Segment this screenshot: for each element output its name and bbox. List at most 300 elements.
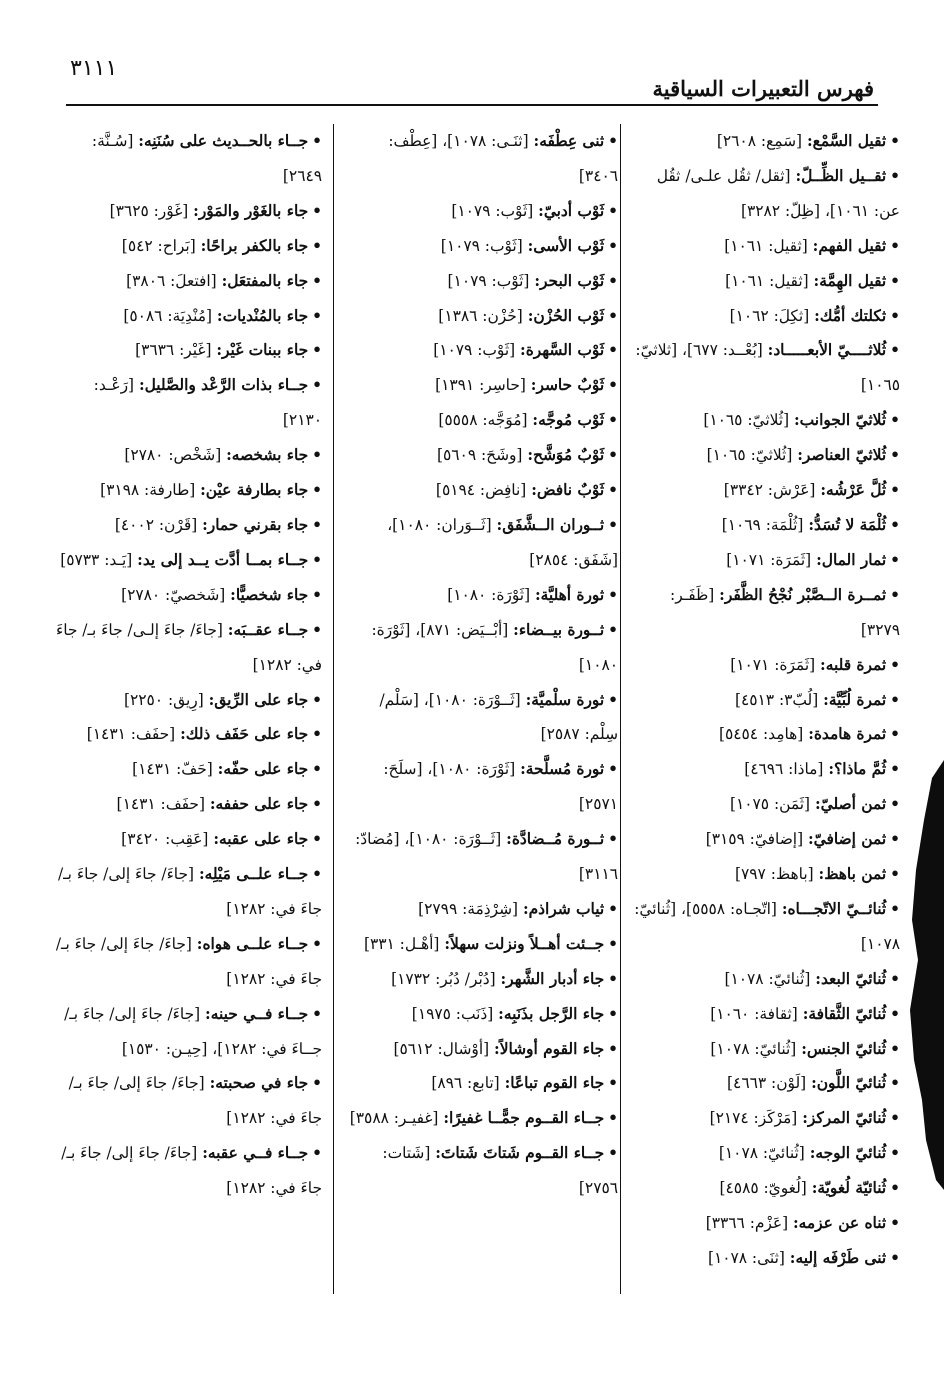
index-entry [52, 613, 322, 683]
entry-phrase: جاء أدبار الشَّهر: [500, 969, 605, 988]
entry-phrase: جاء بطارفة عيْن: [200, 481, 309, 500]
bullet-glyph: • [312, 1144, 322, 1163]
index-entry [52, 438, 322, 473]
bullet-glyph: • [890, 515, 900, 534]
index-entry [348, 683, 618, 753]
entry-reference: [طارفة: ٣١٩٨] [100, 481, 196, 500]
index-entry [52, 229, 322, 264]
entry-reference: [ثُلاثيّ: ١٠٦٥] [703, 411, 790, 430]
index-entry [348, 1101, 618, 1136]
index-entry [630, 1066, 900, 1101]
entry-phrase: ثُنائيّ المركز: [802, 1109, 887, 1128]
entry-reference: [ثُنائيّ: ١٠٧٨] [718, 1144, 805, 1163]
bullet-glyph: • [890, 1144, 900, 1163]
index-entry [630, 997, 900, 1032]
bullet-glyph: • [890, 1179, 900, 1198]
index-entry [630, 333, 900, 403]
index-entry [630, 438, 900, 473]
index-column-middle [348, 124, 618, 1206]
entry-phrase: ثُلَّ عَرْشُه: [820, 481, 887, 500]
entry-phrase: ثَوْب الحُزْن: [527, 306, 605, 325]
entry-phrase: ثمرة قلبه: [820, 655, 887, 674]
entry-reference: [مَرْكَز: ٢١٧٤] [709, 1109, 798, 1128]
entry-reference: [قَرْن: ٤٠٠٢] [114, 515, 198, 534]
index-entry [630, 403, 900, 438]
index-entry [52, 124, 322, 194]
entry-phrase: ثَوْب مُوجَّه: [532, 411, 605, 430]
entry-phrase: جــاء علــى مَيْلِه: [198, 865, 309, 884]
entry-phrase: جــاء بمــا أدَّت يــد إلى يد: [137, 550, 309, 569]
bullet-glyph: • [608, 830, 618, 849]
bullet-glyph: • [608, 376, 618, 395]
entry-reference: [بَراح: ٥٤٢] [121, 236, 196, 255]
entry-reference: [غفيـر: ٣٥٨٨] [349, 1109, 439, 1128]
entry-phrase: ثُلاثيّ العناصر: [797, 446, 887, 465]
entry-reference: [افتعلَ: ٣٨٠٦] [126, 271, 217, 290]
bullet-glyph: • [890, 1004, 900, 1023]
entry-phrase: جــاء بالحــديث على سُنَنِه: [138, 132, 309, 150]
entry-phrase: ثُنائيّ الوجه: [809, 1144, 887, 1163]
bullet-glyph: • [608, 690, 618, 709]
entry-reference: [رَعْـد: ٢١٣٠] [93, 376, 322, 430]
entry-reference: [ثَــوَران: ١٠٨٠]، [شَفَق: ٢٨٥٤] [387, 515, 618, 569]
entry-reference: [عَزْم: ٣٣٦٦] [705, 1214, 789, 1233]
bullet-glyph: • [890, 411, 900, 430]
entry-phrase: ثناه عن عزمه: [793, 1214, 887, 1233]
bullet-glyph: • [890, 1074, 900, 1093]
bullet-glyph: • [312, 1004, 322, 1023]
entry-reference: [ثنَـى: ١٠٧٨]، [عِطْف: ٣٤٠٦] [388, 132, 618, 185]
torn-page-edge [896, 760, 944, 1190]
bullet-glyph: • [608, 411, 618, 430]
entry-phrase: جاء شخصيًّا: [230, 585, 309, 604]
index-entry [52, 508, 322, 543]
bullet-glyph: • [608, 236, 618, 255]
entry-phrase: ثُنائيّ اللَّون: [811, 1074, 887, 1093]
index-entry [630, 1136, 900, 1171]
index-entry [52, 368, 322, 438]
index-entry [348, 613, 618, 683]
bullet-glyph: • [890, 830, 900, 849]
entry-reference: [ثَوْب: ١٠٧٩] [447, 271, 530, 290]
entry-reference: [ثَمَرَة: ١٠٧١] [730, 655, 816, 674]
index-entry [348, 124, 618, 194]
entry-phrase: ثــورة مُــضادَّة: [506, 830, 605, 849]
index-entry [348, 473, 618, 508]
bullet-glyph: • [890, 969, 900, 988]
entry-reference: [جاءَ/ جاءَ إلى/ جاءَ بـ/ جاءَ في: ١٢٨٢] [61, 1144, 322, 1198]
bullet-glyph: • [608, 585, 618, 604]
index-entry [52, 333, 322, 368]
entry-reference: [شِرْذِمَة: ٢٧٩٩] [418, 899, 519, 918]
entry-reference: [ثَوْرَة: ١٠٨٠]، [سلَحَ: ٢٥٧١] [383, 760, 618, 814]
bullet-glyph: • [608, 620, 618, 639]
index-entry [52, 857, 322, 927]
entry-reference: [ثقل/ ثقُل علـى/ ثقُل عن: ١٠٦١]، [ظِلّ: ٣٢٨٢] [656, 166, 900, 220]
index-entry [630, 543, 900, 578]
bullet-glyph: • [312, 515, 322, 534]
bullet-glyph: • [312, 550, 322, 569]
bullet-glyph: • [608, 1039, 618, 1058]
entry-reference: [جاءَ/ جاءَ إلى/ جاءَ بـ/ جــاءَ في: ١٢٨٢]، [حِيـن: ١٥٣٠] [64, 1004, 322, 1058]
index-entry [630, 962, 900, 997]
entry-phrase: ثورة أهليَّة: [535, 585, 605, 604]
entry-phrase: ثمار المال: [816, 550, 887, 569]
bullet-glyph: • [312, 760, 322, 779]
index-entry [630, 264, 900, 299]
entry-phrase: جاء على حفّه: [217, 760, 309, 779]
bullet-glyph: • [312, 795, 322, 814]
entry-reference: [أوْشال: ٥٦١٢] [393, 1039, 490, 1058]
entry-phrase: جــئت أهــلاً ونزلت سهلاً: [444, 934, 605, 953]
index-entry [630, 508, 900, 543]
bullet-glyph: • [312, 830, 322, 849]
bullet-glyph: • [608, 341, 618, 360]
entry-reference: [عَقِب: ٣٤٢٠] [121, 830, 209, 849]
index-entry [630, 229, 900, 264]
bullet-glyph: • [890, 795, 900, 814]
index-entry [630, 1206, 900, 1241]
index-entry [630, 648, 900, 683]
bullet-glyph: • [312, 376, 322, 395]
entry-reference: [ثَوْب: ١٠٧٩] [451, 201, 534, 220]
header-rule [66, 104, 878, 106]
index-entry [348, 997, 618, 1032]
index-entry [630, 717, 900, 752]
index-entry [348, 368, 618, 403]
index-entry [630, 1171, 900, 1206]
index-entry [52, 787, 322, 822]
index-entry [52, 997, 322, 1067]
entry-phrase: ثَوْبٌ نافض: [531, 481, 605, 500]
entry-reference: [جاءَ/ جاءَ إلى/ جاءَ بـ/ جاءَ في: ١٢٨٢] [55, 934, 322, 988]
entry-reference: [حفَف: ١٤٣١] [86, 725, 176, 744]
bullet-glyph: • [312, 865, 322, 884]
index-entry [630, 892, 900, 962]
entry-reference: [أهْـل: ٣٣١] [363, 934, 440, 953]
entry-reference: [شَخْص: ٢٧٨٠] [124, 446, 222, 465]
entry-reference: [ثُلاثيّ: ١٠٦٥] [706, 446, 793, 465]
entry-reference: [شَتات: ٢٧٥٦] [382, 1144, 618, 1198]
index-entry [348, 403, 618, 438]
index-entry [630, 787, 900, 822]
entry-phrase: جاء في صحبته: [209, 1074, 309, 1093]
bullet-glyph: • [608, 899, 618, 918]
index-entry [630, 822, 900, 857]
index-entry [348, 1066, 618, 1101]
entry-phrase: ثُنائيّة لُغويّة: [811, 1179, 887, 1198]
entry-reference: [ثُنائيّ: ١٠٧٨] [710, 1039, 797, 1058]
bullet-glyph: • [608, 481, 618, 500]
bullet-glyph: • [890, 550, 900, 569]
entry-phrase: ثَوْب السَّهرة: [520, 341, 605, 360]
bullet-glyph: • [890, 1249, 900, 1267]
index-entry [348, 438, 618, 473]
entry-reference: [مُوَجَّه: ٥٥٥٨] [438, 411, 528, 430]
entry-reference: [بُعْــد: ٦٧٧]، [ثلاثيّ: ١٠٦٥] [635, 341, 900, 395]
index-entry [52, 264, 322, 299]
entry-reference: [رِيق: ٢٢٥٠] [123, 690, 204, 709]
index-entry [52, 473, 322, 508]
bullet-glyph: • [890, 341, 900, 360]
entry-phrase: ثــوران الــشَّفَق: [496, 515, 605, 534]
index-entry [52, 543, 322, 578]
index-entry [52, 927, 322, 997]
bullet-glyph: • [312, 585, 322, 604]
bullet-glyph: • [890, 899, 900, 918]
bullet-glyph: • [608, 1144, 618, 1163]
bullet-glyph: • [312, 620, 322, 639]
bullet-glyph: • [312, 236, 322, 255]
bullet-glyph: • [312, 725, 322, 744]
entry-phrase: ثقيل السَّمْع: [806, 132, 887, 150]
entry-phrase: ثَوْب أدبيّ: [538, 201, 605, 220]
bullet-glyph: • [312, 481, 322, 500]
entry-reference: [ثَوْب: ١٠٧٩] [433, 341, 516, 360]
index-entry [630, 857, 900, 892]
entry-phrase: ثمن باهظ: [818, 865, 887, 884]
entry-reference: [ظَفَـر: ٣٢٧٩] [670, 585, 900, 639]
entry-reference: [سَمِع: ٢٦٠٨] [716, 132, 803, 150]
entry-phrase: ثقيل الفهم: [812, 236, 887, 255]
entry-phrase: جاء على حففه: [209, 795, 309, 814]
index-entry [52, 299, 322, 334]
index-entry [348, 962, 618, 997]
bullet-glyph: • [890, 760, 900, 779]
entry-phrase: جاء على حَفَف ذلك: [180, 725, 309, 744]
index-entry [52, 717, 322, 752]
entry-reference: [سُـنَّة: ٢٦٤٩] [91, 132, 322, 185]
entry-phrase: جاء بالمُنْديات: [216, 306, 309, 325]
entry-phrase: ثمن إضافيّ: [808, 830, 887, 849]
entry-phrase: ثمن أصليّ: [814, 795, 887, 814]
index-entry [52, 822, 322, 857]
entry-phrase: جاء القوم أوشالاً: [494, 1039, 605, 1058]
index-column-right [630, 124, 900, 1276]
entry-reference: [اتّجـاه: ٥٥٥٨]، [ثُنائيّ: ١٠٧٨] [634, 899, 900, 953]
bullet-glyph: • [890, 865, 900, 884]
entry-reference: [لُبّ٣: ٤٥١٣] [734, 690, 819, 709]
entry-phrase: ثُلاثــــيّ الأبعـــــاد: [767, 341, 887, 360]
entry-reference: [ثكِلَ: ١٠٦٢] [729, 306, 810, 325]
entry-reference: [ثَمَن: ١٠٧٥] [729, 795, 811, 814]
bullet-glyph: • [608, 201, 618, 220]
bullet-glyph: • [608, 1109, 618, 1128]
entry-phrase: ثمرة لُبِّيَّة: [823, 690, 887, 709]
index-entry [348, 892, 618, 927]
bullet-glyph: • [608, 934, 618, 953]
entry-phrase: ثَوْبٌ حاسر: [530, 376, 605, 395]
entry-reference: [جاءَ/ جاءَ إلى/ جاءَ بـ/ جاءَ في: ١٢٨٢] [68, 1074, 322, 1128]
entry-reference: [حفَف: ١٤٣١] [116, 795, 205, 814]
bullet-glyph: • [890, 236, 900, 255]
bullet-glyph: • [312, 271, 322, 290]
entry-phrase: جاء على عقبه: [213, 830, 309, 849]
index-entry [348, 333, 618, 368]
entry-reference: [ثُنائيّ: ١٠٧٨] [724, 969, 811, 988]
bullet-glyph: • [312, 306, 322, 325]
index-entry [52, 752, 322, 787]
entry-reference: [حَفّ: ١٤٣١] [132, 760, 213, 779]
running-title: فهرس التعبيرات السياقية [652, 76, 874, 101]
entry-phrase: ثُنائيّ الجنس: [801, 1039, 887, 1058]
entry-reference: [يَـد: ٥٧٣٣] [60, 550, 133, 569]
index-entry [348, 299, 618, 334]
entry-phrase: جاء بقرني حمار: [202, 515, 309, 534]
bullet-glyph: • [608, 271, 618, 290]
entry-phrase: ثقيل الهِمَّة: [813, 271, 887, 290]
bullet-glyph: • [608, 1074, 618, 1093]
bullet-glyph: • [312, 446, 322, 465]
entry-phrase: ثــورة بيــضاء: [513, 620, 605, 639]
index-entry [348, 508, 618, 578]
entry-phrase: جاء بالمفتعَل: [221, 271, 309, 290]
bullet-glyph: • [608, 760, 618, 779]
entry-phrase: جــاء علــى هواه: [196, 934, 309, 953]
entry-reference: [ثقيل: ١٠٦١] [724, 236, 808, 255]
entry-reference: [لُغويّ: ٤٥٨٥] [719, 1179, 807, 1198]
entry-phrase: جاء الرَّجل بذَنَبِه: [498, 1004, 605, 1023]
entry-phrase: ثُلْمَة لا تُسَدُّ: [808, 515, 887, 534]
entry-reference: [عَرْش: ٣٣٤٢] [723, 481, 816, 500]
entry-reference: [مُنْدِيَة: ٥٠٨٦] [123, 306, 213, 325]
page-number: ٣١١١ [70, 56, 118, 81]
entry-phrase: ثورة مُسلَّحة: [520, 760, 605, 779]
index-entry [630, 124, 900, 159]
entry-reference: [حاسِر: ١٣٩١] [435, 376, 526, 395]
entry-reference: [جاءَ/ جاءَ إلـى/ جاءَ بـ/ جاءَ في: ١٢٨٢] [55, 620, 322, 674]
entry-phrase: ثَوْبٌ مُوَشَّح: [527, 446, 605, 465]
entry-reference: [ثُلْمَة: ١٠٦٩] [721, 515, 804, 534]
entry-phrase: ثكلتك أمُّك: [814, 306, 887, 325]
index-entry [348, 264, 618, 299]
entry-phrase: جاء بشخصه: [226, 446, 309, 465]
bullet-glyph: • [312, 1074, 322, 1093]
bullet-glyph: • [608, 446, 618, 465]
bullet-glyph: • [890, 1109, 900, 1128]
index-entry [348, 229, 618, 264]
entry-reference: [حُزْن: ١٣٨٦] [438, 306, 523, 325]
index-entry [348, 194, 618, 229]
index-entry [52, 578, 322, 613]
bullet-glyph: • [608, 1004, 618, 1023]
bullet-glyph: • [890, 306, 900, 325]
entry-phrase: ثَوْب البحر: [534, 271, 605, 290]
bullet-glyph: • [890, 690, 900, 709]
bullet-glyph: • [608, 132, 618, 150]
entry-reference: [وشَحَ: ٥٦٠٩] [437, 446, 523, 465]
index-entry [630, 752, 900, 787]
index-entry [630, 578, 900, 648]
entry-phrase: جــاء بذات الرَّعْد والصَّليل: [138, 376, 309, 395]
entry-reference: [باهظ: ٧٩٧] [735, 865, 814, 884]
entry-phrase: ثُلاثيّ الجوانب: [794, 411, 887, 430]
entry-phrase: ثُنائيّ البعد: [815, 969, 887, 988]
entry-reference: [ثَــوْرَة: ١٠٨٠]، [سَلْم/ سِلْم: ٢٥٨٧] [379, 690, 618, 744]
entry-phrase: جاء بالغَوْر والمَوْر: [193, 201, 309, 220]
index-entry [52, 683, 322, 718]
index-entry [348, 822, 618, 892]
entry-reference: [ثَوْرَة: ١٠٨٠] [447, 585, 531, 604]
index-entry [630, 159, 900, 229]
index-entry [630, 1101, 900, 1136]
bullet-glyph: • [890, 166, 900, 185]
entry-phrase: جــاء فــي عقبه: [202, 1144, 309, 1163]
entry-reference: [جاءَ/ جاءَ إلى/ جاءَ بـ/ جاءَ في: ١٢٨٢] [57, 865, 322, 918]
entry-reference: [تابع: ٨٩٦] [431, 1074, 500, 1093]
bullet-glyph: • [312, 132, 322, 150]
column-divider [620, 124, 621, 1294]
bullet-glyph: • [890, 132, 900, 150]
entry-phrase: ثورة سلْميَّة: [525, 690, 605, 709]
entry-phrase: جاء بالكفر براحًا: [200, 236, 309, 255]
index-column-left [52, 124, 322, 1206]
entry-reference: [ثَوْب: ١٠٧٩] [440, 236, 523, 255]
entry-reference: [ماذا: ٤٦٩٦] [744, 760, 824, 779]
entry-phrase: ثمرة هامدة: [808, 725, 887, 744]
bullet-glyph: • [890, 271, 900, 290]
index-entry [630, 473, 900, 508]
entry-phrase: جاء على الرِّيق: [208, 690, 309, 709]
bullet-glyph: • [890, 585, 900, 604]
entry-phrase: ثياب شراذم: [522, 899, 605, 918]
entry-reference: [هامِد: ٥٤٥٤] [718, 725, 804, 744]
index-entry [630, 299, 900, 334]
bullet-glyph: • [312, 341, 322, 360]
entry-phrase: جــاء فــي حينه: [205, 1004, 309, 1023]
entry-reference: [دُبْر/ دُبُر: ١٧٣٢] [391, 969, 496, 988]
bullet-glyph: • [608, 515, 618, 534]
entry-phrase: ثقــيل الظِّــلّ: [795, 166, 887, 185]
entry-phrase: جاء ببنات غَيْر: [216, 341, 309, 360]
bullet-glyph: • [608, 969, 618, 988]
bullet-glyph: • [890, 655, 900, 674]
bullet-glyph: • [312, 934, 322, 953]
entry-phrase: ثمــرة الــصَّبْر نُجْحُ الظَّفَر: [719, 585, 887, 604]
index-entry [52, 1136, 322, 1206]
bullet-glyph: • [890, 481, 900, 500]
entry-reference: [ثنَى: ١٠٧٨] [707, 1249, 785, 1267]
bullet-glyph: • [608, 306, 618, 325]
entry-reference: [نافِض: ٥١٩٤] [435, 481, 527, 500]
index-entry [348, 927, 618, 962]
entry-reference: [ذَنَب: ١٩٧٥] [411, 1004, 494, 1023]
column-divider [333, 124, 334, 1294]
index-entry [52, 1066, 322, 1136]
index-entry [630, 683, 900, 718]
entry-phrase: ثُمَّ ماذا؟: [828, 760, 887, 779]
index-entry [52, 194, 322, 229]
entry-phrase: جــاء عقــبَه: [227, 620, 309, 639]
bullet-glyph: • [890, 446, 900, 465]
bullet-glyph: • [890, 725, 900, 744]
entry-reference: [لَوْن: ٤٦٦٣] [727, 1074, 807, 1093]
bullet-glyph: • [890, 1214, 900, 1233]
entry-phrase: ثُنائــيّ الاتّجـــاه: [781, 899, 887, 918]
entry-phrase: ثنى عِطْفَه: [533, 132, 605, 150]
entry-phrase: ثُنائيّ الثَّقافة: [802, 1004, 887, 1023]
bullet-glyph: • [312, 690, 322, 709]
entry-reference: [ثَمَرَة: ١٠٧١] [726, 550, 812, 569]
entry-reference: [غَيْر: ٣٦٣٦] [135, 341, 212, 360]
index-entry [348, 578, 618, 613]
entry-reference: [شَخصيّ: ٢٧٨٠] [121, 585, 226, 604]
entry-reference: [ثقافة: ١٠٦٠] [710, 1004, 798, 1023]
entry-phrase: جاء القوم تباعًا: [504, 1074, 605, 1093]
index-entry [348, 1032, 618, 1067]
entry-phrase: جــاء القــوم جمًّــا غفيرًا: [443, 1109, 605, 1128]
entry-reference: [ثَــوْرَة: ١٠٨٠]، [مُضادّ: ٣١١٦] [355, 830, 618, 884]
